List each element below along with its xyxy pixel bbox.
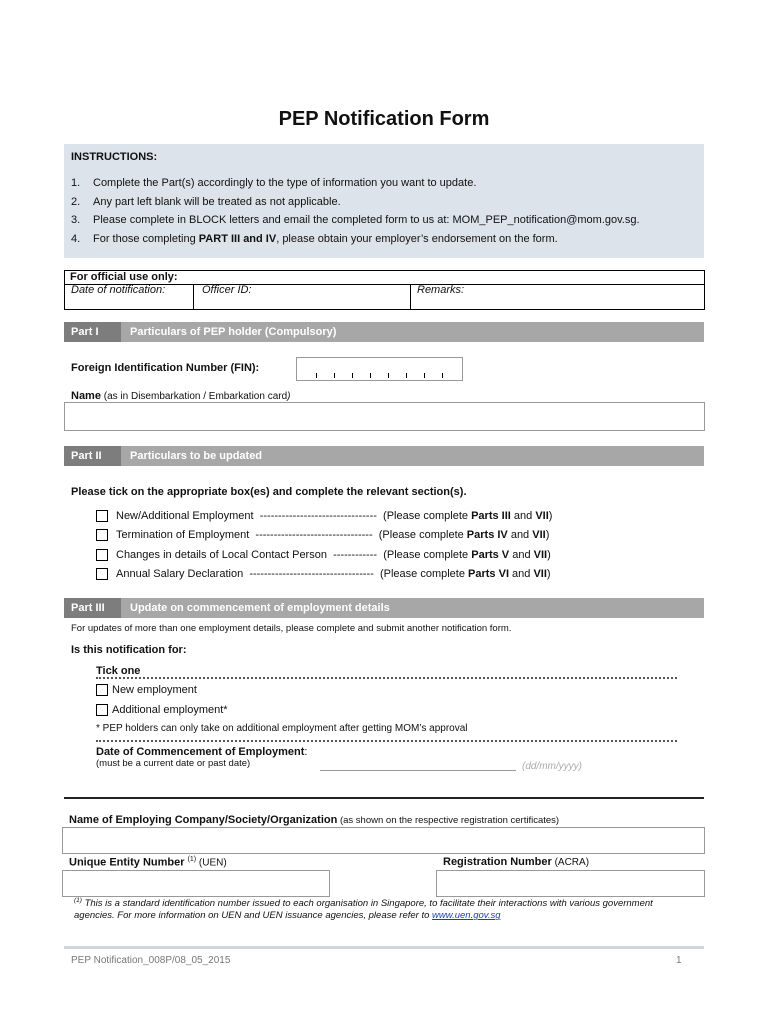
company-label-row [69, 814, 559, 826]
uen-footnote: $^{(1)}$ This is a standard identification number issued to each organisation in Singapore, to facilitate their interactions with various government agencies. For more information on UEN and UEN issuance agencies, please refer to www.uen.gov.sg [74, 897, 653, 922]
dotted-separator [96, 677, 677, 679]
company-note: (as shown on the respective registration certificates) [337, 815, 560, 826]
option-termination-of-employment: Termination of Employment -------------------------------- (Please complete Parts IV and VII) [96, 529, 549, 541]
part-1-title: Particulars of PEP holder (Compulsory) [130, 326, 337, 338]
name-note: (as in Disembarkation / Embarkation card [100, 391, 288, 402]
part-2-title: Particulars to be updated [130, 450, 263, 462]
dotted-separator [96, 740, 677, 742]
part-3-title: Update on commencement of employment details [130, 602, 390, 614]
fin-input[interactable] [296, 357, 463, 381]
part-2-label: Part II [64, 446, 121, 466]
part-2-header [64, 446, 704, 466]
part-2-instruction: Please tick on the appropriate box(es) and complete the relevant section(s). [71, 486, 467, 498]
registration-label: Registration Number [443, 856, 552, 868]
additional-employment-checkbox[interactable] [96, 704, 108, 716]
new-additional-employment-checkbox[interactable] [96, 510, 108, 522]
option-new-additional-employment: New/Additional Employment -------------------------------- (Please complete Parts III and VII) [96, 510, 552, 522]
uen-label: Unique Entity Number [69, 856, 185, 869]
instructions-panel [64, 144, 704, 258]
new-employment-checkbox[interactable] [96, 684, 108, 696]
part-1-label: Part I [64, 322, 121, 342]
uen-input[interactable] [62, 870, 330, 897]
name-label-row: Name (as in Disembarkation / Embarkation card) [71, 390, 291, 402]
commencement-date-note: (must be a current date or past date) [96, 758, 251, 769]
date-format-hint: (dd/mm/yyyy) [522, 761, 582, 772]
commencement-date-label-row: Date of Commencement of Employment: [96, 746, 308, 758]
uen-website-link[interactable]: www.uen.gov.sg [432, 910, 501, 922]
new-employment-option: New employment [96, 684, 197, 696]
local-contact-checkbox[interactable] [96, 549, 108, 561]
additional-employment-option: Additional employment* [96, 704, 228, 716]
approval-note: * PEP holders can only take on additional employment after getting MOM’s approval [96, 723, 468, 734]
tick-one-label: Tick one [96, 665, 141, 677]
instruction-item: 4. For those completing PART III and IV, please obtain your employer’s endorsement on the form. [71, 233, 558, 245]
part-3-note: For updates of more than one employment details, please complete and submit another notification form. [71, 623, 512, 634]
footer-divider [64, 946, 704, 949]
section-divider [64, 797, 704, 799]
date-of-notification-field[interactable]: Date of notification: [71, 284, 166, 296]
uen-label-row: Unique Entity Number $^{(1)}$ (UEN) [69, 856, 227, 869]
commencement-date-label: Date of Commencement of Employment [96, 746, 305, 758]
part-1-header [64, 322, 704, 342]
name-label: Name [71, 390, 101, 402]
instructions-heading: INSTRUCTIONS: [71, 151, 158, 163]
commencement-date-input[interactable] [320, 770, 516, 771]
official-use-table [64, 270, 705, 310]
instruction-item: 1. Complete the Part(s) accordingly to the type of information you want to update. [71, 177, 477, 189]
footer-page-number: 1 [676, 955, 682, 966]
official-use-heading: For official use only: [70, 271, 178, 283]
company-name-input[interactable] [62, 827, 705, 854]
officer-id-field[interactable]: Officer ID: [202, 284, 252, 296]
notification-question: Is this notification for: [71, 644, 187, 656]
option-local-contact-person: Changes in details of Local Contact Person ------------ (Please complete Parts V and VII) [96, 549, 551, 561]
part-3-header [64, 598, 704, 618]
footer-doc-id: PEP Notification_008P/08_05_2015 [71, 955, 231, 966]
instruction-item: 3. Please complete in BLOCK letters and email the completed form to us at: MOM_PEP_notification@mom.gov.sg. [71, 214, 640, 226]
remarks-field[interactable]: Remarks: [417, 284, 465, 296]
name-input[interactable] [64, 402, 705, 431]
part-3-label: Part III [64, 598, 121, 618]
registration-number-input[interactable] [436, 870, 705, 897]
annual-salary-checkbox[interactable] [96, 568, 108, 580]
fin-label: Foreign Identification Number (FIN): [71, 362, 260, 374]
registration-label-row: Registration Number (ACRA) [443, 856, 590, 868]
page-title: PEP Notification Form [278, 108, 490, 130]
option-annual-salary-declaration: Annual Salary Declaration ---------------------------------- (Please complete Parts VI and VII) [96, 568, 551, 580]
termination-checkbox[interactable] [96, 529, 108, 541]
instruction-item: 2. Any part left blank will be treated as not applicable. [71, 196, 341, 208]
company-label: Name of Employing Company/Society/Organization [69, 814, 338, 826]
